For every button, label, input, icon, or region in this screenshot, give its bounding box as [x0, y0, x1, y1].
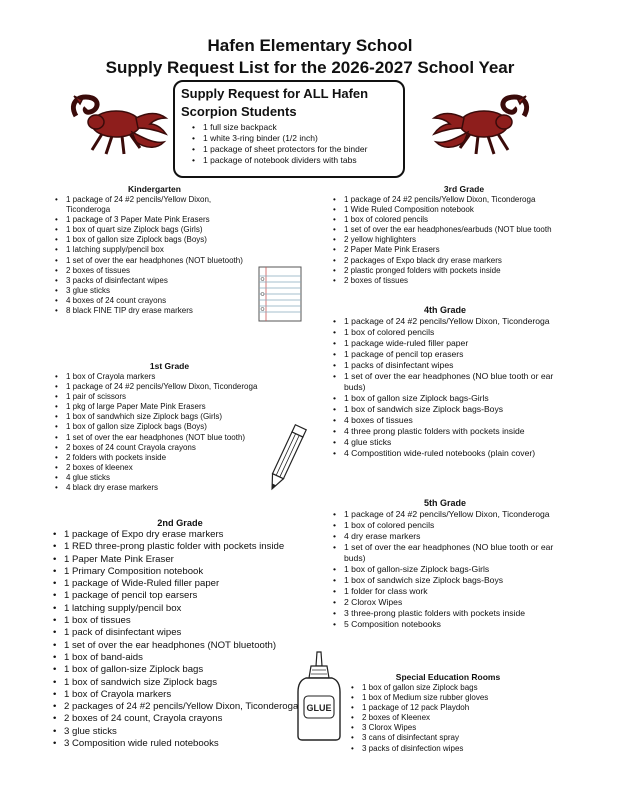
list-item: • 1 box of gallon size Ziplock bags (Boys)	[66, 422, 287, 432]
list-item: • 1 box of Crayola markers	[66, 372, 287, 382]
list-item: • 1 Primary Composition notebook	[64, 566, 310, 578]
list-item: • 1 RED three-prong plastic folder with pockets inside	[64, 541, 310, 553]
list-item: • 2 plastic pronged folders with pockets inside	[344, 266, 598, 276]
list-item: • 4 three prong plastic folders with pockets inside	[344, 426, 560, 437]
list-item: • 1 box of gallon size Ziplock bags-Girls	[344, 393, 560, 404]
list-item: • 4 boxes of tissues	[344, 415, 560, 426]
glue-bottle-icon	[296, 650, 342, 742]
list-item: • 1 package of 24 #2 pencils/Yellow Dixon, Ticonderoga	[66, 195, 257, 215]
school-name: Hafen Elementary School	[207, 36, 413, 55]
fifth-grade-section	[330, 498, 560, 630]
list-item: • 3 glue sticks	[64, 726, 310, 738]
fifth-grade-heading: 5th Grade	[423, 498, 466, 508]
kindergarten-heading: Kindergarten	[128, 184, 181, 194]
fourth-grade-section	[330, 305, 560, 459]
list-item: • 2 boxes of tissues	[344, 276, 598, 286]
list-item: • 1 set of over the ear headphones (NO blue tooth or ear buds)	[344, 371, 560, 393]
notebook-paper-icon	[258, 266, 302, 322]
list-item: • 1 box of band-aids	[64, 652, 310, 664]
first-grade-section	[52, 361, 287, 493]
list-item: • 1 Wide Ruled Composition notebook	[344, 205, 598, 215]
list-item: • 1 package of 3 Paper Mate Pink Erasers	[66, 215, 257, 225]
list-item: • 2 Paper Mate Pink Erasers	[344, 245, 598, 255]
list-item: • 1 box of gallon-size Ziplock bags-Girls	[344, 564, 560, 575]
list-item: • 1 package of 24 #2 pencils/Yellow Dixon, Ticonderoga	[344, 195, 598, 205]
list-item: • 1 package of Expo dry erase markers	[64, 529, 310, 541]
list-item: • 4 dry erase markers	[344, 531, 560, 542]
list-item: • 1 box of sandwich size Ziplock bags	[64, 677, 310, 689]
list-item: • 1 set of over the ear headphones (NOT bluetooth)	[66, 256, 257, 266]
second-grade-heading: 2nd Grade	[157, 518, 203, 528]
all-students-box	[173, 80, 405, 178]
list-item: • 3 cans of disinfectant spray	[362, 733, 548, 743]
list-item: • 1 packs of disinfectant wipes	[344, 360, 560, 371]
list-item: • 1 package of sheet protectors for the binder	[203, 144, 397, 155]
list-item: • 2 boxes of Kleenex	[362, 713, 548, 723]
list-item: • 4 glue sticks	[344, 437, 560, 448]
list-item: • 1 pack of disinfectant wipes	[64, 627, 310, 639]
list-item: • 2 boxes of 24 count Crayola crayons	[66, 443, 287, 453]
list-item: • 1 latching supply/pencil box	[64, 603, 310, 615]
all-students-list	[181, 122, 397, 166]
list-item: • 2 boxes of tissues	[66, 266, 257, 276]
special-ed-heading: Special Education Rooms	[395, 672, 501, 682]
scorpion-left-icon	[62, 92, 174, 164]
list-item: • 1 box of Crayola markers	[64, 689, 310, 701]
list-item: • 1 pkg of large Paper Mate Pink Erasers	[66, 402, 287, 412]
list-item: • 2 boxes of kleenex	[66, 463, 287, 473]
list-item: • 5 Composition notebooks	[344, 619, 560, 630]
list-item: • 1 box of colored pencils	[344, 215, 598, 225]
list-item: • 2 yellow highlighters	[344, 235, 598, 245]
list-item: • 1 box of Medium size rubber gloves	[362, 693, 548, 703]
list-item: • 1 box of gallon-size Ziplock bags	[64, 664, 310, 676]
list-item: • 1 box of colored pencils	[344, 327, 560, 338]
list-item: • 1 full size backpack	[203, 122, 397, 133]
list-item: • 1 box of gallon size Ziplock bags	[362, 683, 548, 693]
list-item: • 1 package of 24 #2 pencils/Yellow Dixon, Ticonderoga	[66, 382, 287, 392]
list-item: • 1 box of quart size Ziplock bags (Girls)	[66, 225, 257, 235]
list-item: • 2 packages of Expo black dry erase markers	[344, 256, 598, 266]
list-item: • 2 folders with pockets inside	[66, 453, 287, 463]
first-grade-heading: 1st Grade	[149, 361, 190, 371]
list-item: • 1 folder for class work	[344, 586, 560, 597]
list-item: • 1 set of over the ear headphones (NOT blue tooth)	[66, 433, 287, 443]
list-item: • 1 box of tissues	[64, 615, 310, 627]
pencil-icon	[262, 420, 310, 498]
list-item: • 4 Compostition wide-ruled notebooks (plain cover)	[344, 448, 560, 459]
list-item: • 1 Paper Mate Pink Eraser	[64, 554, 310, 566]
list-item: • 4 glue sticks	[66, 473, 287, 483]
list-item: • 1 package of 24 #2 pencils/Yellow Dixon, Ticonderoga	[344, 509, 560, 520]
list-item: • 1 box of sandwich size Ziplock bags-Boys	[344, 575, 560, 586]
list-item: • 1 package of pencil top erasers	[344, 349, 560, 360]
glue-label: GLUE	[306, 703, 332, 713]
list-item: • 3 packs of disinfectant wipes	[66, 276, 257, 286]
list-item: • 1 box of gallon size Ziplock bags (Boys)	[66, 235, 257, 245]
list-item: • 1 package of Wide-Ruled filler paper	[64, 578, 310, 590]
page-title: Supply Request List for the 2026-2027 School Year	[105, 58, 515, 77]
list-item: • 1 box of sandwhich size Ziplock bags (Girls)	[66, 412, 287, 422]
third-grade-heading: 3rd Grade	[443, 184, 485, 194]
list-item: • 1 package of pencil top earsers	[64, 590, 310, 602]
list-item: • 1 package of notebook dividers with tabs	[203, 155, 397, 166]
list-item: • 3 Composition wide ruled notebooks	[64, 738, 310, 750]
list-item: • 1 package of 12 pack Playdoh	[362, 703, 548, 713]
list-item: • 8 black FINE TIP dry erase markers	[66, 306, 257, 316]
list-item: • 1 box of colored pencils	[344, 520, 560, 531]
all-students-heading-2: Scorpion Students	[181, 104, 297, 119]
second-grade-section	[50, 518, 310, 750]
list-item: • 1 set of over the ear headphones (NO blue tooth or ear buds)	[344, 542, 560, 564]
list-item: • 3 glue sticks	[66, 286, 257, 296]
list-item: • 3 packs of disinfection wipes	[362, 744, 548, 754]
all-students-heading-1: Supply Request for ALL Hafen	[181, 86, 369, 101]
list-item: • 1 box of sandwich size Ziplock bags-Boys	[344, 404, 560, 415]
fourth-grade-heading: 4th Grade	[423, 305, 466, 315]
third-grade-section	[330, 184, 598, 286]
list-item: • 1 package wide-ruled filler paper	[344, 338, 560, 349]
scorpion-right-icon	[426, 92, 538, 164]
list-item: • 1 package of 24 #2 pencils/Yellow Dixon, Ticonderoga	[344, 316, 560, 327]
kindergarten-section	[52, 184, 257, 316]
list-item: • 1 pair of scissors	[66, 392, 287, 402]
list-item: • 1 white 3-ring binder (1/2 inch)	[203, 133, 397, 144]
list-item: • 3 three-prong plastic folders with pockets inside	[344, 608, 560, 619]
list-item: • 3 Clorox Wipes	[362, 723, 548, 733]
list-item: • 4 boxes of 24 count crayons	[66, 296, 257, 306]
special-ed-section	[348, 672, 548, 754]
list-item: • 2 packages of 24 #2 pencils/Yellow Dixon, Ticonderoga	[64, 701, 310, 713]
list-item: • 2 Clorox Wipes	[344, 597, 560, 608]
list-item: • 1 set of over the ear headphones (NOT bluetooth)	[64, 640, 310, 652]
list-item: • 1 latching supply/pencil box	[66, 245, 257, 255]
list-item: • 1 set of over the ear headphones/earbuds (NOT blue tooth	[344, 225, 598, 235]
list-item: • 4 black dry erase markers	[66, 483, 287, 493]
list-item: • 2 boxes of 24 count, Crayola crayons	[64, 713, 310, 725]
